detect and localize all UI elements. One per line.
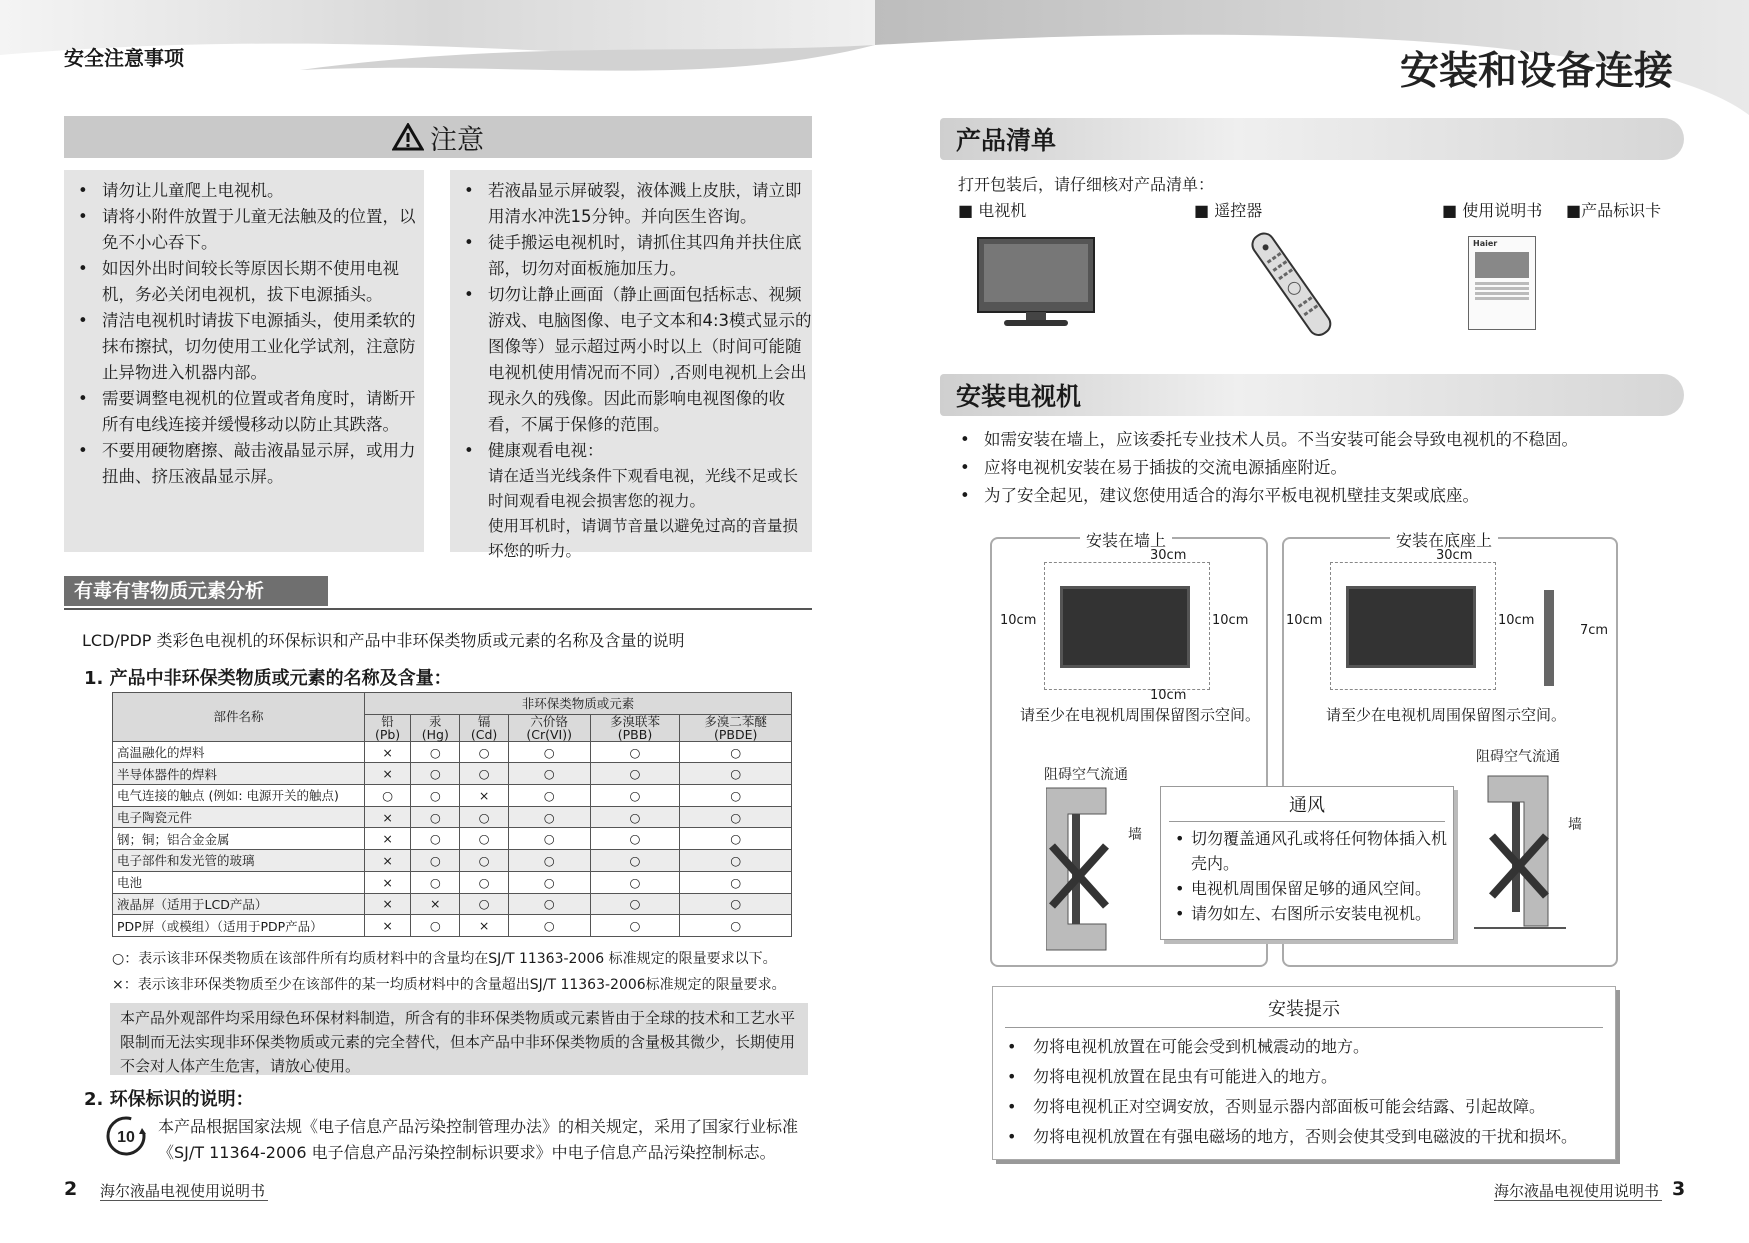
caution-right-box [450,170,812,560]
table-cell-part: 电子陶瓷元件 [113,806,365,828]
caution-left-box [64,170,424,552]
table-row [113,785,792,807]
tv-side-icon [1544,590,1554,686]
list-item: • 请勿如左、右图所示安装电视机。 [1161,901,1453,926]
table-cell-mark: ○ [590,741,680,763]
table-cell-mark: ○ [508,763,590,785]
page-number-left: 2 [64,1178,78,1200]
table-cell-mark: ○ [508,850,590,872]
blocked-airflow-wall-icon [1046,784,1126,954]
table-header-col: 铅 (Pb) [365,714,411,741]
table-header-col: 多溴联苯 (PBB) [590,714,680,741]
table-cell-mark: × [460,915,508,937]
tv-front-icon [1060,586,1190,668]
install-heading: 安装电视机 [940,374,1684,416]
wall-install-title: 安装在墙上 [1080,528,1172,551]
table-cell-mark: × [365,915,411,937]
ventilation-title: 通风 [1289,795,1325,816]
table-cell-mark: ○ [590,806,680,828]
product-item-card: ■产品标识卡 [1566,201,1662,220]
list-item: • 健康观看电视： [450,438,812,464]
table-cell-mark: ○ [460,850,508,872]
table-header-group: 非环保类物质或元素 [365,693,792,715]
caution-right-list [450,178,812,464]
table-cell-mark: ○ [680,850,792,872]
list-item: • 勿将电视机放置在昆虫有可能进入的地方。 [993,1062,1615,1092]
table-cell-mark: ○ [411,871,460,893]
table-row [113,828,792,850]
table-cell-mark: ○ [411,828,460,850]
product-list-heading: 产品清单 [940,118,1684,160]
product-item-tv: ■ 电视机 [958,201,1027,220]
clearance-left: 10cm [1000,613,1037,628]
caution-banner [64,116,812,158]
caution-title: 注意 [430,124,484,156]
table-cell-mark: × [365,763,411,785]
health-note: 请在适当光线条件下观看电视，光线不足或长时间观看电视会损害您的视力。 [488,467,799,510]
table-cell-mark: ○ [680,915,792,937]
table-cell-mark: × [365,850,411,872]
table-cell-part: 电子部件和发光管的玻璃 [113,850,365,872]
list-item: • 需要调整电视机的位置或者角度时，请断开所有电线连接并缓慢移动以防止其跌落。 [64,386,424,438]
list-item: • 不要用硬物磨擦、敲击液晶显示屏，或用力扭曲、挤压液晶显示屏。 [64,438,424,490]
eco-logo-icon [104,1114,148,1158]
table-cell-part: 液晶屏（适用于LCD产品） [113,893,365,915]
legend-cross-note: ×：表示该非环保类物质至少在该部件的某一均质材料中的含量超出SJ/T 11363-2006标准规定的限量要求。 [112,977,786,993]
table-header-col: 六价铬 (Cr(VI)) [508,714,590,741]
table-cell-mark: ○ [680,828,792,850]
table-cell-mark: ○ [460,893,508,915]
list-item: • 请将小附件放置于儿童无法触及的位置，以免不小心吞下。 [64,204,424,256]
stand-blocked-label: 阻碍空气流通 [1476,749,1560,765]
table-row [113,915,792,937]
table-row [113,850,792,872]
table-cell-mark: × [411,893,460,915]
clearance-left: 10cm [1286,613,1323,628]
eco-logo-text: 本产品根据国家法规《电子信息产品污染控制管理办法》的相关规定，采用了国家行业标准《SJ/T 11364-2006 电子信息产品污染控制标识要求》中电子信息产品污染控制标志。 [158,1117,799,1162]
table-cell-mark: ○ [460,741,508,763]
table-cell-mark: ○ [411,915,460,937]
footer-right-text: 海尔液晶电视使用说明书 [1494,1182,1660,1200]
table-cell-part: 钢；铜；铝合金金属 [113,828,365,850]
footer-left-text: 海尔液晶电视使用说明书 [100,1182,266,1200]
table-header-col: 镉 (Cd) [460,714,508,741]
toxic-intro: LCD/PDP 类彩色电视机的环保标识和产品中非环保类物质或元素的名称及含量的说明 [82,631,685,650]
page-number-right: 3 [1672,1178,1686,1200]
table-header-part: 部件名称 [113,693,365,742]
table-cell-mark: × [365,741,411,763]
manual-icon [1468,236,1536,330]
list-item: • 勿将电视机放置在有强电磁场的地方，否则会使其受到电磁波的干扰和损坏。 [993,1122,1615,1152]
wall-label: 墙 [1128,827,1142,843]
legend-circle-note: ○：表示该非环保类物质在该部件所有均质材料中的含量均在SJ/T 11363-2006 标准规定的限量要求以下。 [112,951,777,967]
install-tips-title: 安装提示 [1268,999,1340,1020]
toxic-section-title: 有毒有害物质元素分析 [64,576,328,606]
wall-blocked-label: 阻碍空气流通 [1044,767,1128,783]
table-cell-part: 电池 [113,871,365,893]
clearance-bottom: 10cm [1150,688,1187,703]
substance-table [112,692,792,937]
stand-install-title: 安装在底座上 [1390,528,1498,551]
table-cell-mark: × [365,893,411,915]
install-tips-box [992,986,1616,1160]
wall-caption: 请至少在电视机周围保留图示空间。 [1020,706,1261,724]
toxic-subtitle-2: 2. 环保标识的说明： [84,1089,254,1110]
table-cell-mark: ○ [590,871,680,893]
tv-icon [976,236,1096,328]
list-item: • 如因外出时间较长等原因长期不使用电视机，务必关闭电视机，拔下电源插头。 [64,256,424,308]
table-cell-mark: ○ [508,806,590,828]
table-cell-part: 高温融化的焊料 [113,741,365,763]
table-cell-mark: ○ [680,893,792,915]
table-cell-mark: ○ [411,741,460,763]
manual-cover-image [1475,252,1529,278]
table-cell-mark: ○ [460,806,508,828]
table-cell-mark: ○ [365,785,411,807]
table-row [113,893,792,915]
table-cell-mark: ○ [411,763,460,785]
divider [64,608,812,610]
list-item: • 应将电视机安装在易于插拔的交流电源插座附近。 [946,454,1686,482]
list-item: • 为了安全起见，建议您使用适合的海尔平板电视机壁挂支架或底座。 [946,482,1686,510]
table-row [113,741,792,763]
table-cell-mark: × [365,871,411,893]
manual-brand: Haier [1473,239,1498,248]
list-item: • 切勿让静止画面（静止画面包括标志、视频游戏、电脑图像、电子文本和4:3模式显示的图像等）显示超过两小时以上（时间可能随电视机使用情况而不同）,否则电视机上会出现永久的残像。因此而影响电视图像的收看，不属于保修的范围。 [450,282,812,438]
table-cell-mark: ○ [411,850,460,872]
table-cell-mark: ○ [680,806,792,828]
stand-caption: 请至少在电视机周围保留图示空间。 [1326,706,1567,724]
health-notes [450,464,812,564]
list-item: • 如需安装在墙上，应该委托专业技术人员。不当安装可能会导致电视机的不稳固。 [946,426,1686,454]
header-page-title: 安装和设备连接 [1400,49,1674,94]
install-bullets [946,426,1686,510]
table-row [113,806,792,828]
table-cell-part: PDP屏（或模组）（适用于PDP产品） [113,915,365,937]
table-cell-mark: × [365,828,411,850]
clearance-side: 7cm [1580,623,1609,638]
clearance-top: 30cm [1150,548,1187,563]
table-cell-mark: ○ [590,893,680,915]
table-cell-mark: ○ [508,741,590,763]
table-cell-mark: ○ [590,915,680,937]
wall-label: 墙 [1568,817,1582,833]
table-cell-mark: ○ [460,828,508,850]
table-cell-mark: ○ [508,893,590,915]
product-item-manual: ■ 使用说明书 [1442,201,1543,220]
table-cell-mark: ○ [411,785,460,807]
list-item: • 徒手搬运电视机时，请抓住其四角并扶住底部，切勿对面板施加压力。 [450,230,812,282]
footer-rule [100,1200,268,1201]
blocked-airflow-stand-icon [1472,766,1568,936]
table-cell-mark: ○ [680,741,792,763]
table-cell-mark: ○ [590,828,680,850]
install-tips-list [993,1032,1615,1152]
table-cell-mark: ○ [680,785,792,807]
table-row [113,871,792,893]
table-cell-mark: × [365,806,411,828]
warning-icon [392,123,424,151]
table-cell-mark: ○ [508,871,590,893]
footer-rule [1494,1200,1662,1201]
table-cell-mark: ○ [680,871,792,893]
remote-control-icon [1230,232,1350,336]
table-header-col: 汞 (Hg) [411,714,460,741]
table-row [113,763,792,785]
table-header-col: 多溴二苯醚 (PBDE) [680,714,792,741]
product-item-remote: ■ 遥控器 [1194,201,1263,220]
eco-logo-number: 10 [117,1129,135,1146]
table-cell-part: 电气连接的触点 (例如: 电源开关的触点) [113,785,365,807]
tv-front-icon [1346,586,1476,668]
table-cell-part: 半导体器件的焊料 [113,763,365,785]
list-item: • 请勿让儿童爬上电视机。 [64,178,424,204]
table-cell-mark: ○ [590,763,680,785]
clearance-right: 10cm [1498,613,1535,628]
table-cell-mark: ○ [508,828,590,850]
caution-left-list [64,178,424,490]
product-intro: 打开包装后，请仔细核对产品清单： [958,175,1215,194]
health-note: 使用耳机时，请调节音量以避免过高的音量损坏您的听力。 [488,517,799,560]
table-cell-mark: ○ [411,806,460,828]
table-cell-mark: ○ [590,785,680,807]
ventilation-list [1161,826,1453,926]
eco-note-box: 本产品外观部件均采用绿色环保材料制造，所含有的非环保类物质或元素皆由于全球的技术和工艺水平限制而无法实现非环保类物质或元素的完全替代，但本产品中非环保类物质的含量极其微少，长期使用不会对人体产生危害，请放心使用。 [110,1003,808,1075]
toxic-subtitle-1: 1. 产品中非环保类物质或元素的名称及含量： [84,668,452,689]
clearance-right: 10cm [1212,613,1249,628]
header-section-title: 安全注意事项 [64,46,184,70]
table-cell-mark: ○ [508,785,590,807]
table-cell-mark: × [460,785,508,807]
list-item: • 电视机周围保留足够的通风空间。 [1161,876,1453,901]
ventilation-box [1160,786,1454,940]
list-item: • 勿将电视机正对空调安放，否则显示器内部面板可能会结露、引起故障。 [993,1092,1615,1122]
table-cell-mark: ○ [460,871,508,893]
table-cell-mark: ○ [508,915,590,937]
clearance-top: 30cm [1436,548,1473,563]
table-cell-mark: ○ [590,850,680,872]
list-item: • 清洁电视机时请拔下电源插头，使用柔软的抹布擦拭，切勿使用工业化学试剂，注意防止异物进入机器内部。 [64,308,424,386]
list-item: • 勿将电视机放置在可能会受到机械震动的地方。 [993,1032,1615,1062]
list-item: • 切勿覆盖通风孔或将任何物体插入机壳内。 [1161,826,1453,876]
table-cell-mark: ○ [460,763,508,785]
table-cell-mark: ○ [680,763,792,785]
list-item: • 若液晶显示屏破裂，液体溅上皮肤，请立即用清水冲洗15分钟。并向医生咨询。 [450,178,812,230]
